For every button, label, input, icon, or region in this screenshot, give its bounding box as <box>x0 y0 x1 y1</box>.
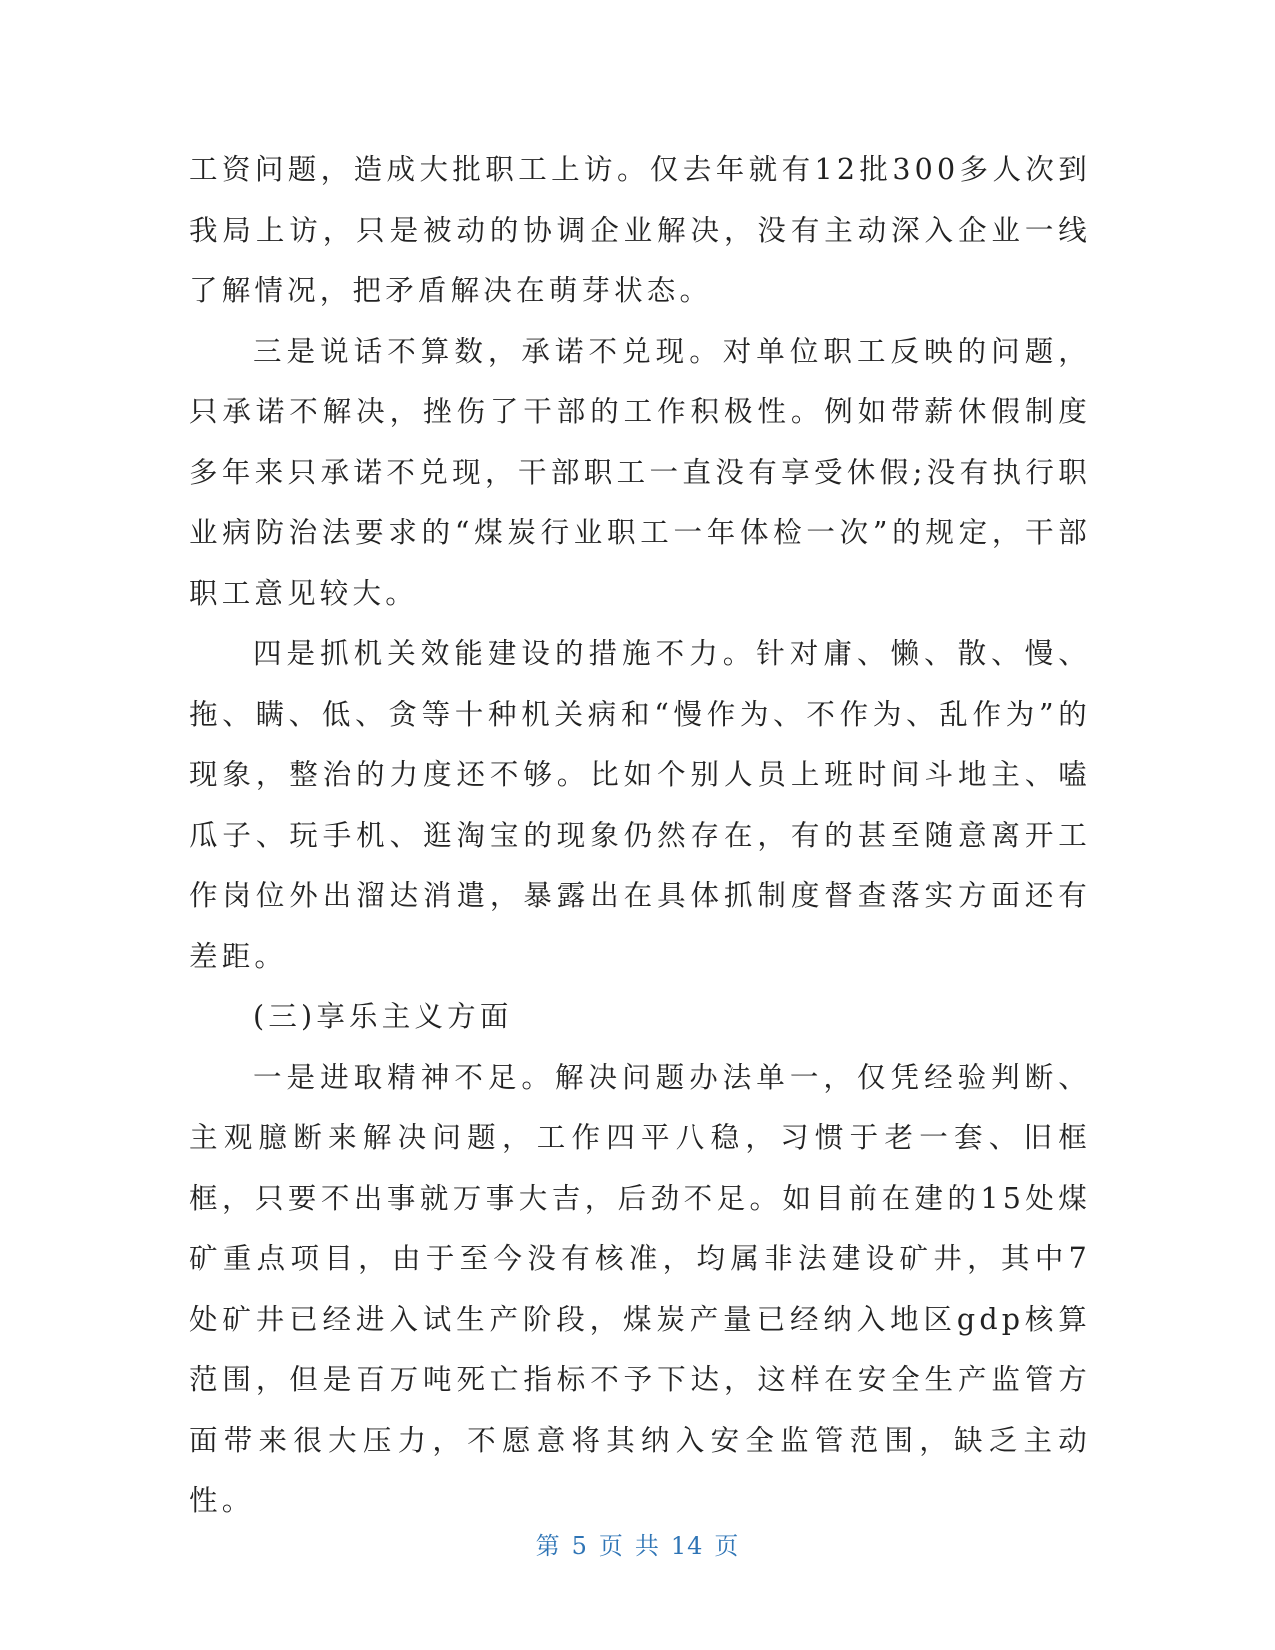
footer-prefix: 第 <box>535 1532 561 1560</box>
paragraph-efficiency-measures: 四是抓机关效能建设的措施不力。针对庸、懒、散、慢、拖、瞒、低、贪等十种机关病和“慢作为、不作为、乱作为”的现象，整治的力度还不够。比如个别人员上班时间斗地主、嗑瓜子、玩手机、逛淘宝的现象仍然存在，有的甚至随意离开工作岗位外出溜达消遣，暴露出在具体抓制度督查落实方面还有差距。 <box>189 637 1091 973</box>
paragraph-wage-complaints: 工资问题，造成大批职工上访。仅去年就有12批300多人次到我局上访，只是被动的协调企业解决，没有主动深入企业一线了解情况，把矛盾解决在萌芽状态。 <box>189 153 1091 307</box>
footer-page-unit: 页 <box>598 1532 624 1560</box>
footer-current-page: 5 <box>571 1532 588 1560</box>
document-body <box>189 140 1091 1532</box>
paragraph-promises-unfulfilled: 三是说话不算数，承诺不兑现。对单位职工反映的问题，只承诺不解决，挫伤了干部的工作积极性。例如带薪休假制度多年来只承诺不兑现，干部职工一直没有享受休假;没有执行职业病防治法要求的“煤炭行业职工一年体检一次”的规定，干部职工意见较大。 <box>189 334 1091 610</box>
footer-total-label: 共 <box>634 1532 660 1560</box>
section-heading-hedonism: (三)享乐主义方面 <box>253 1000 513 1033</box>
page-footer <box>0 1526 1275 1561</box>
footer-total-pages: 14 <box>670 1532 704 1560</box>
paragraph-lack-of-initiative: 一是进取精神不足。解决问题办法单一，仅凭经验判断、主观臆断来解决问题，工作四平八稳，习惯于老一套、旧框框，只要不出事就万事大吉，后劲不足。如目前在建的15处煤矿重点项目，由于至今没有核准，均属非法建设矿井，其中7处矿井已经进入试生产阶段，煤炭产量已经纳入地区gdp核算范围，但是百万吨死亡指标不予下达，这样在安全生产监管方面带来很大压力，不愿意将其纳入安全监管范围，缺乏主动性。 <box>189 1060 1091 1517</box>
footer-suffix: 页 <box>714 1532 740 1560</box>
